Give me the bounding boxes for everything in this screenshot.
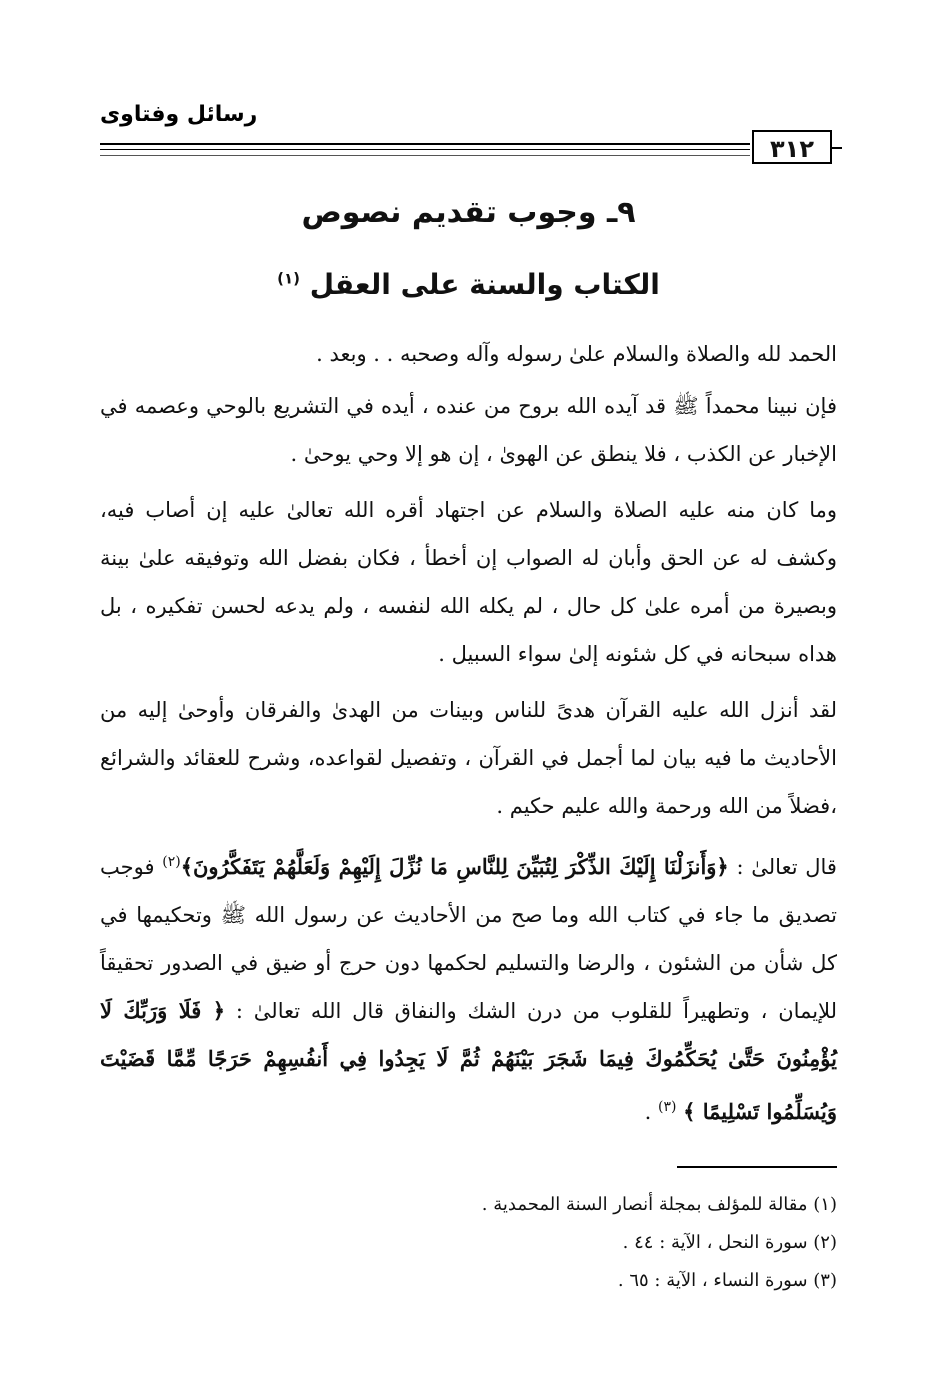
header-rule-thin [100,149,750,150]
article-title-line2-text: الكتاب والسنة على العقل [309,268,660,301]
quran-verse-nisa: ﴿ فَلَا وَرَبِّكَ لَا يُؤْمِنُونَ حَتَّىٰ يُحَكِّمُوكَ فِيمَا شَجَرَ بَيْنَهُمْ ثُمَّ لَا يَجِدُوا فِي أَنفُسِهِمْ حَرَجًا مِّمَّا قَضَيْتَ وَيُسَلِّمُوا تَسْلِيمًا ﴾ [100,998,837,1124]
verse-intro: قال تعالىٰ : [736,855,837,879]
header-rule-right [832,147,842,149]
page-number: ٣١٢ [752,130,832,164]
paragraph-4 [100,838,837,1136]
paragraph-2: وما كان منه عليه الصلاة والسلام عن اجتهاد أقره الله تعالىٰ عليه إن أصاب فيه، وكشف له عن الحق وأبان له الصواب إن أخطأ ، فكان بفضل الله وتوفيقه علىٰ بينة وبصيرة من أمره علىٰ كل حال ، لم يكله الله لنفسه ، ولم يدعه لحسن تفكيره ، بل هداه سبحانه في كل شئونه إلىٰ سواء السبيل . [100,498,837,666]
paragraph-4-end: . [644,1100,652,1124]
paragraph-3: لقد أنزل الله عليه القرآن هدىً للناس وبينات من الهدىٰ والفرقان وأوحىٰ إليه من الأحاديث ما فيه بيان لما أجمل في القرآن ، وتفصيل لقواعده، وشرح للعقائد والشرائع ،فضلاً من الله ورحمة والله عليم حكيم . [100,698,837,818]
footnote-3: (٣) سورة النساء ، الآية : ٦٥ . [617,1270,837,1291]
header-rule-thick [100,143,750,145]
title-footnote-ref: (١) [277,269,301,288]
footnote-separator [677,1166,837,1168]
opening-paragraph: الحمد لله والصلاة والسلام علىٰ رسوله وآله وصحبه . . وبعد . [316,342,837,366]
article-title-line1: ٩ـ وجوب تقديم نصوص [301,195,636,230]
footnote-ref-2: (٢) [162,854,181,870]
footnote-1: (١) مقالة للمؤلف بمجلة أنصار السنة المحمدية . [481,1194,837,1215]
footnote-ref-3: (٣) [658,1099,677,1115]
paragraph-1: فإن نبينا محمداً ﷺ قد آيده الله بروح من عنده ، أيده في التشريع بالوحي وعصمه في الإخبار عن الكذب ، فلا ينطق عن الهوىٰ ، إن هو إلا وحي يوحىٰ . [100,394,837,466]
article-title-line2 [100,268,837,301]
footnotes [100,1186,837,1300]
paragraph-4-body: فوجب تصديق ما جاء في كتاب الله وما صح من الأحاديث عن رسول الله ﷺ وتحكيمها في كل شأن من الشئون ، والرضا والتسليم لحكمها دون حرج أو ضيق في الصدور تحقيقاً للإيمان ، وتطهيراً للقلوب من درن الشك والنفاق قال الله تعالىٰ : [100,855,838,1023]
header-rule-hatched [100,155,750,156]
running-header-book-title: رسائل وفتاوى [100,102,258,127]
article-body [100,330,837,1144]
footnote-2: (٢) سورة النحل ، الآية : ٤٤ . [622,1232,837,1253]
quran-verse-nahl: ﴿وَأَنزَلْنَا إِلَيْكَ الذِّكْرَ لِتُبَيِّنَ لِلنَّاسِ مَا نُزِّلَ إِلَيْهِمْ وَلَعَلَّهُمْ يَتَفَكَّرُونَ﴾ [180,854,729,879]
